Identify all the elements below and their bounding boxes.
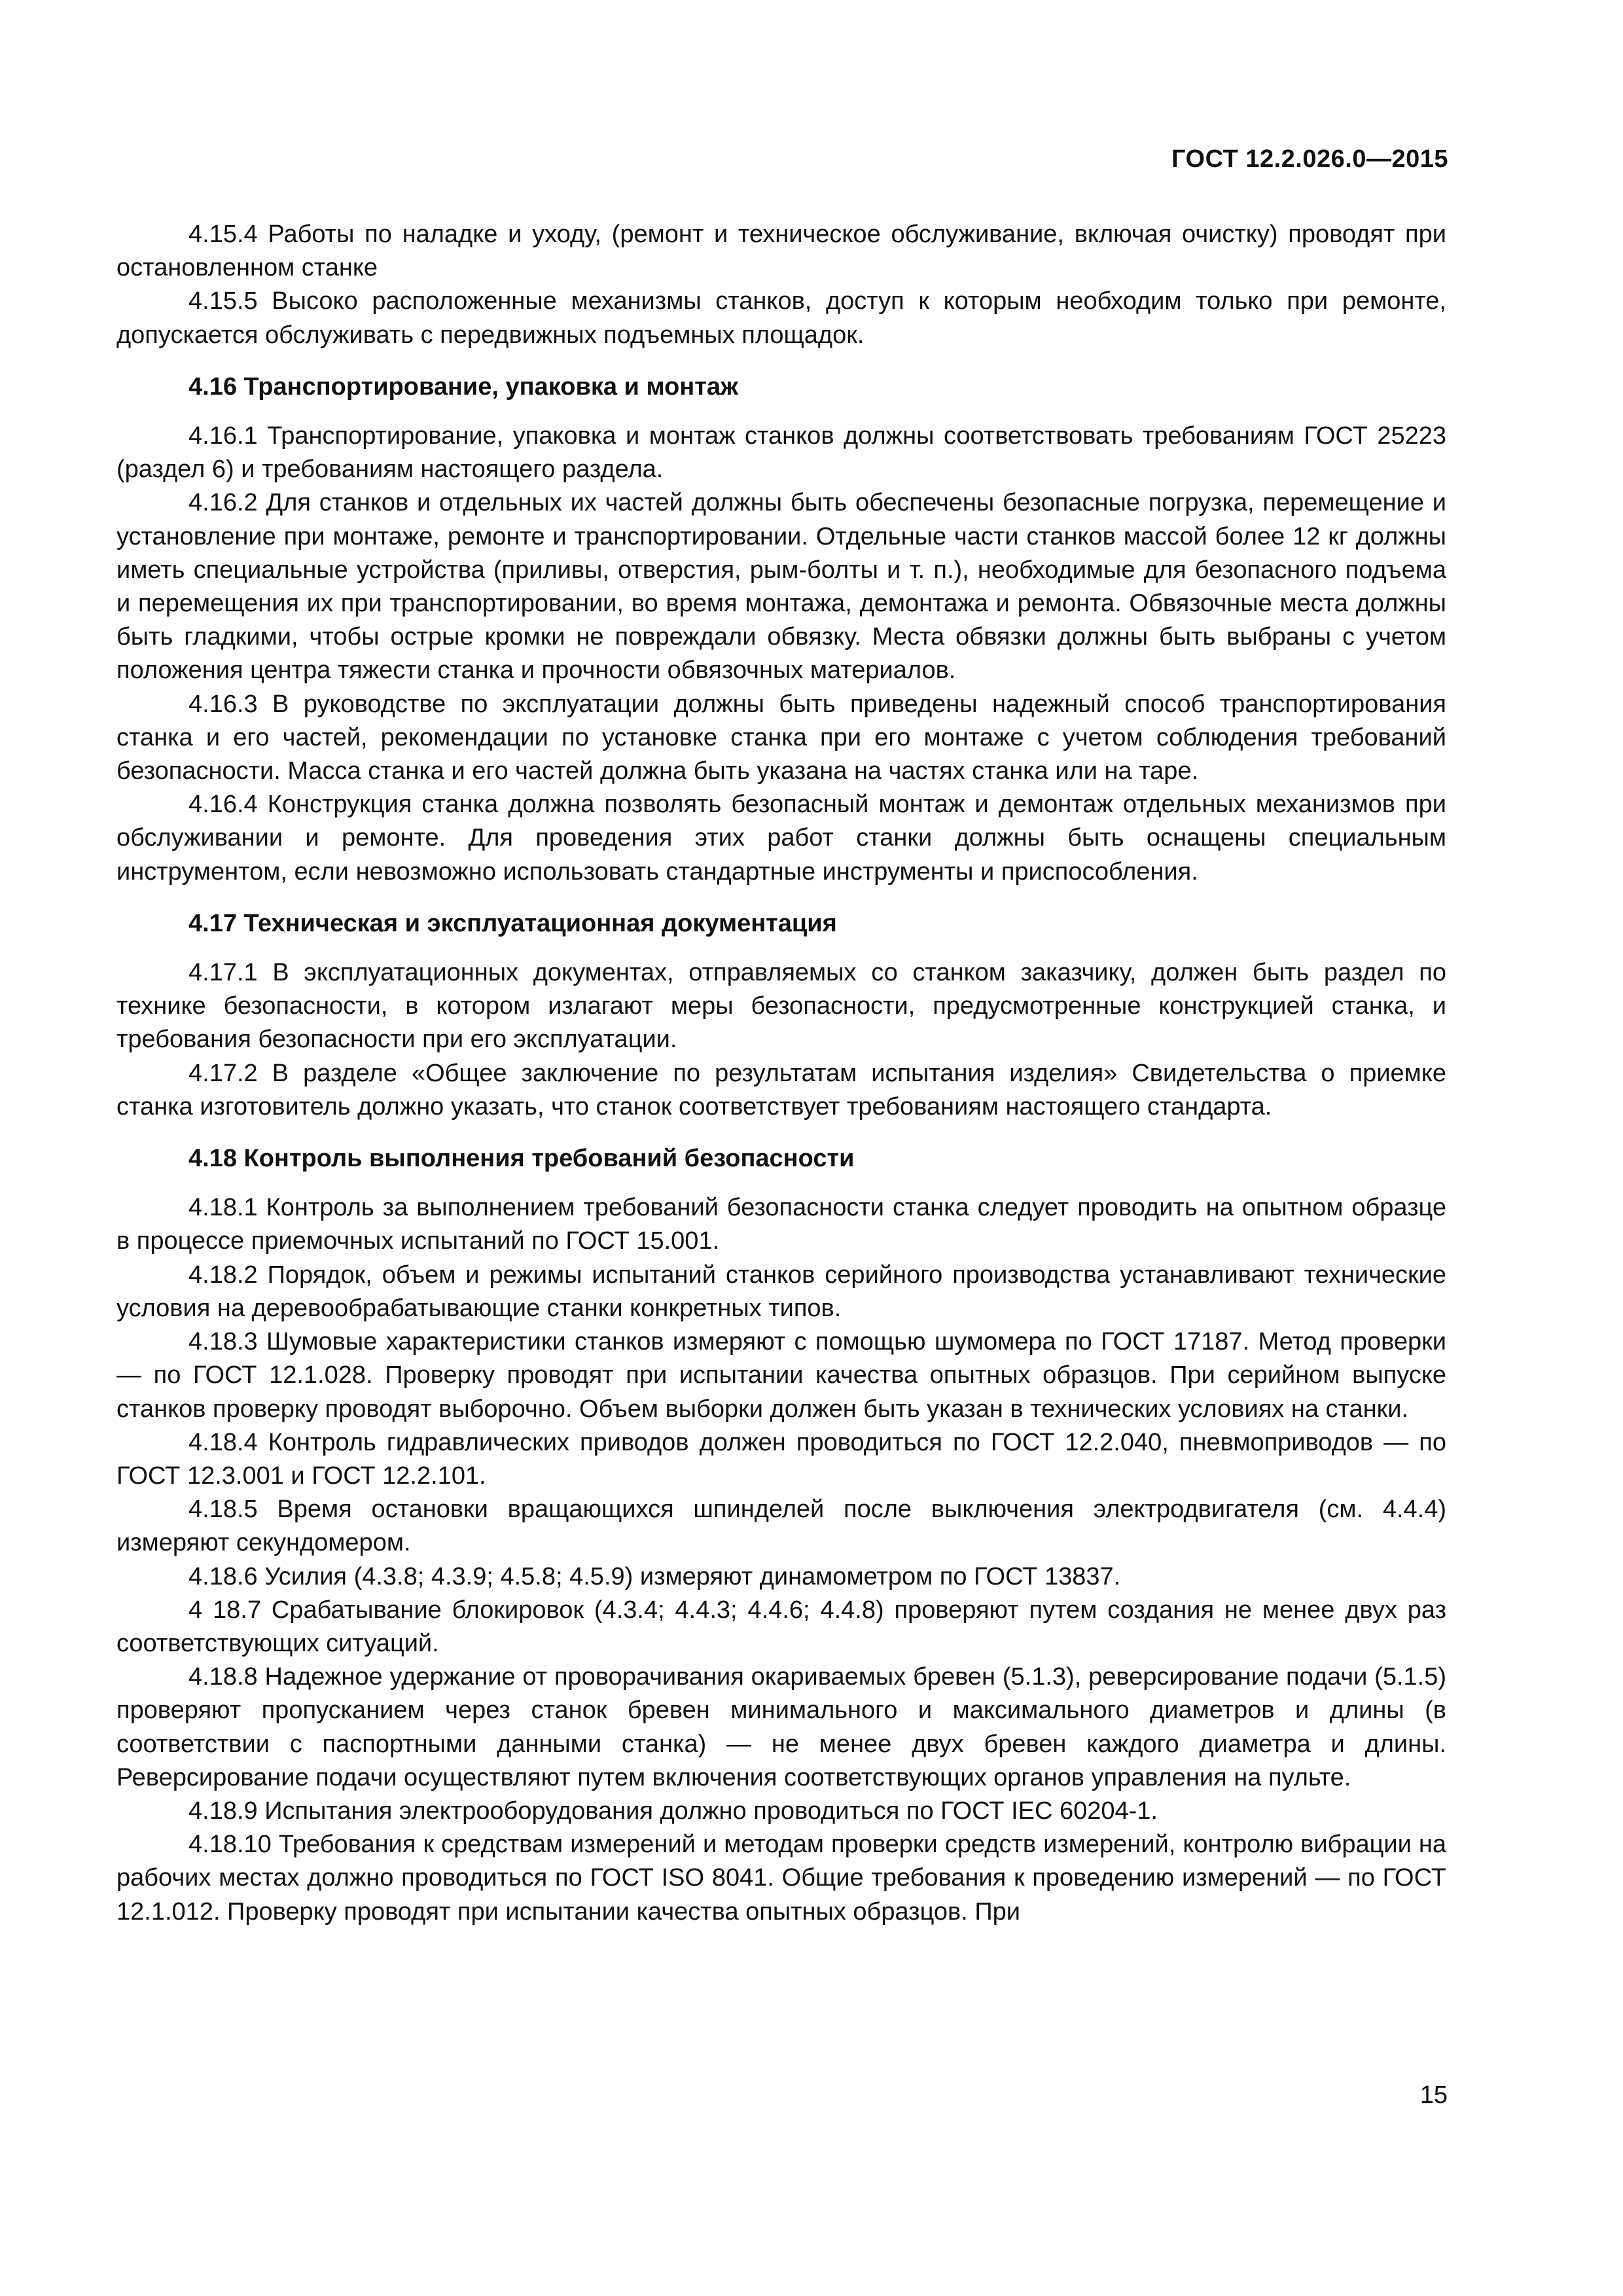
paragraph: 4.18.2 Порядок, объем и режимы испытаний станков серийного производства устанавливают технические условия на деревообрабатывающие станки конкретных типов.	[116, 1261, 1446, 1322]
paragraph: 4.18.4 Контроль гидравлических приводов должен проводиться по ГОСТ 12.2.040, пневмоприводов — по ГОСТ 12.3.001 и ГОСТ 12.2.101.	[116, 1428, 1446, 1490]
paragraph: 4.18.8 Надежное удержание от проворачивания окариваемых бревен (5.1.3), реверсирование подачи (5.1.5) проверяют пропусканием через станок бревен минимального и максимального диаметров и длины (в соответствии с паспортными данными станка) — не менее двух бревен каждого диаметра и длины. Реверсирование подачи осуществляют путем включения соответствующих органов управления на пульте.	[116, 1663, 1446, 1791]
section-heading: 4.17 Техническая и эксплуатационная документация	[188, 909, 837, 937]
paragraph: 4.18.5 Время остановки вращающихся шпинделей после выключения электродвигателя (см. 4.4.4) измеряют секундомером.	[116, 1496, 1446, 1557]
paragraph: 4.18.1 Контроль за выполнением требований безопасности станка следует проводить на опытном образце в процессе приемочных испытаний по ГОСТ 15.001.	[116, 1194, 1446, 1255]
paragraph: 4.16.1 Транспортирование, упаковка и монтаж станков должны соответствовать требованиям ГОСТ 25223 (раздел 6) и требованиям настоящего раздела.	[116, 422, 1446, 484]
paragraph: 4.16.2 Для станков и отдельных их частей должны быть обеспечены безопасные погрузка, перемещение и установление при монтаже, ремонте и транспортировании. Отдельные части станков массой более 12 кг должны иметь специальные устройства (приливы, отверстия, рым-болты и т. п.), необходимые для безопасного подъема и перемещения их при транспортировании, во время монтажа, демонтажа и ремонта. Обвязочные места должны быть гладкими, чтобы острые кромки не повреждали обвязку. Места обвязки должны быть выбраны с учетом положения центра тяжести станка и прочности обвязочных материалов.	[116, 489, 1446, 685]
paragraph: 4.16.3 В руководстве по эксплуатации должны быть приведены надежный способ транспортирования станка и его частей, рекомендации по установке станка при его монтаже с учетом соблюдения требований безопасности. Масса станка и его частей должна быть указана на частях станка или на таре.	[116, 690, 1446, 785]
paragraph: 4.17.2 В разделе «Общее заключение по результатам испытания изделия» Свидетельства о приемке станка изготовитель должно указать, что станок соответствует требованиям настоящего стандарта.	[116, 1059, 1446, 1121]
paragraph: 4.18.6 Усилия (4.3.8; 4.3.9; 4.5.8; 4.5.9) измеряют динамометром по ГОСТ 13837.	[188, 1562, 1121, 1590]
paragraph: 4.15.4 Работы по наладке и уходу, (ремонт и техническое обслуживание, включая очистку) проводят при остановленном станке	[116, 221, 1446, 282]
section-heading: 4.16 Транспортирование, упаковка и монтаж	[188, 372, 738, 401]
paragraph: 4.18.9 Испытания электрооборудования должно проводиться по ГОСТ IEC 60204-1.	[188, 1797, 1158, 1825]
paragraph: 4.16.4 Конструкция станка должна позволять безопасный монтаж и демонтаж отдельных механизмов при обслуживании и ремонте. Для проведения этих работ станки должны быть оснащены специальным инструментом, если невозможно использовать стандартные инструменты и приспособления.	[116, 791, 1446, 886]
paragraph: 4.18.10 Требования к средствам измерений и методам проверки средств измерений, контролю вибрации на рабочих местах должно проводиться по ГОСТ ISO 8041. Общие требования к проведению измерений — по ГОСТ 12.1.012. Проверку проводят при испытании качества опытных образцов. При	[116, 1831, 1446, 1926]
paragraph: 4.18.3 Шумовые характеристики станков измеряют с помощью шумомера по ГОСТ 17187. Метод проверки — по ГОСТ 12.1.028. Проверку проводят при испытании качества опытных образцов. При серийном выпуске станков проверку проводят выборочно. Объем выборки должен быть указан в технических условиях на станки.	[116, 1328, 1446, 1423]
document-body	[116, 218, 1446, 1929]
paragraph: 4 18.7 Срабатывание блокировок (4.3.4; 4.4.3; 4.4.6; 4.4.8) проверяют путем создания не менее двух раз соответствующих ситуаций.	[116, 1596, 1446, 1657]
document-code-header: ГОСТ 12.2.026.0—2015	[1171, 145, 1448, 173]
page-number: 15	[1419, 2081, 1448, 2109]
paragraph: 4.15.5 Высоко расположенные механизмы станков, доступ к которым необходим только при ремонте, допускается обслуживать с передвижных подъемных площадок.	[116, 287, 1446, 349]
section-heading: 4.18 Контроль выполнения требований безопасности	[188, 1145, 855, 1173]
paragraph: 4.17.1 В эксплуатационных документах, отправляемых со станком заказчику, должен быть раздел по технике безопасности, в котором излагают меры безопасности, предусмотренные конструкцией станка, и требования безопасности при его эксплуатации.	[116, 959, 1446, 1054]
